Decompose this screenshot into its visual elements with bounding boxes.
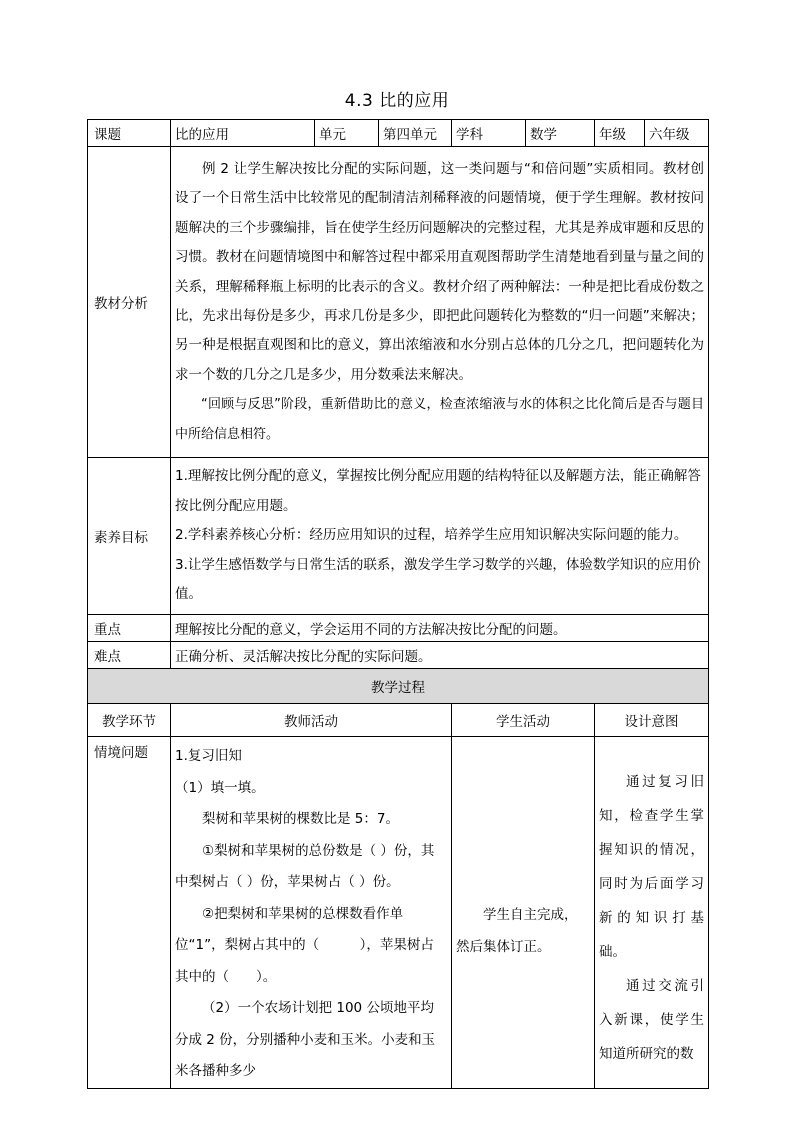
- analysis-text: 例 2 让学生解决按比分配的实际问题，这一类问题与“和倍问题”实质相同。教材创设了一个日常生活中比较常见的配制清洁剂稀释液的问题情境，便于学生理解。教材按问题解决的三个步骤编排，旨在使学生经历问题解决的完整过程，尤其是养成审题和反思的习惯。教材在问题情境图中和解答过程中都采用直观图帮助学生清楚地看到量与量之间的关系，理解稀释瓶上标明的比表示的含义。教材介绍了两种解法：一种是把比看成份数之比，先求出每份是多少，再求几份是多少，即把此问题转化为整数的“归一问题”来解决；另一种是根据直观图和比的意义，算出浓缩液和水分别占总体的几分之几，把问题转化为求一个数的几分之几是多少，用分数乘法来解决。: [175, 160, 704, 383]
- process-row-situation: [88, 737, 709, 1089]
- unit-label: 单元: [315, 120, 379, 147]
- goals-cell: [171, 458, 709, 615]
- topic-value: 比的应用: [171, 120, 315, 147]
- teacher-line-5: ②把梨树和苹果树的总棵数看作单位“1”，梨树占其中的（ ），苹果树占其中的（ ）。: [175, 905, 434, 985]
- col-teacher-header: 教师活动: [171, 704, 452, 737]
- intent-text-1: 通过复习旧知，检查学生掌握知识的情况，同时为后面学习新的知识打基础。: [599, 774, 704, 960]
- goals-row: [88, 458, 709, 615]
- difficulty-row: [88, 642, 709, 669]
- teacher-activity-cell: [171, 737, 452, 1089]
- teacher-line-2: （1）填一填。: [175, 779, 265, 796]
- unit-value: 第四单元: [379, 120, 452, 147]
- key-point-text: 理解按比分配的意义，学会运用不同的方法解决按比分配的问题。: [171, 615, 709, 642]
- teacher-line-3: 梨树和苹果树的棵数比是 5：7。: [202, 811, 399, 827]
- process-header-row: [88, 704, 709, 737]
- analysis-cell: [171, 147, 709, 458]
- goals-label: 素养目标: [88, 458, 171, 615]
- subject-value: 数学: [526, 120, 595, 147]
- topic-label: 课题: [88, 120, 171, 147]
- col-student-header: 学生活动: [452, 704, 595, 737]
- student-activity-cell: 学生自主完成，然后集体订正。: [452, 737, 595, 1089]
- col-intent-header: 设计意图: [595, 704, 709, 737]
- analysis-review-text: “回顾与反思”阶段，重新借助比的意义，检查浓缩液与水的体积之比化简后是否与题目中所给信息相符。: [175, 397, 704, 442]
- page-title: 4.3 比的应用: [344, 91, 450, 111]
- process-banner: 教学过程: [88, 669, 709, 704]
- difficulty-text: 正确分析、灵活解决按比分配的实际问题。: [171, 642, 709, 669]
- design-intent-cell: [595, 737, 709, 1089]
- header-row: [88, 120, 709, 147]
- col-stage-header: 教学环节: [88, 704, 171, 737]
- intent-text-2: 通过交流引入新课，使学生知道所研究的数: [599, 978, 704, 1062]
- lesson-plan-table: [87, 119, 709, 1089]
- key-point-row: [88, 615, 709, 642]
- teacher-line-4: ①梨树和苹果树的总份数是（ ）份，其中梨树占（ ）份，苹果树占（ ）份。: [175, 842, 435, 890]
- process-banner-row: [88, 669, 709, 704]
- analysis-label: 教材分析: [88, 147, 171, 458]
- stage-cell: 情境问题: [88, 737, 171, 1089]
- grade-label: 年级: [595, 120, 645, 147]
- goal-item-2: 2.学科素养核心分析：经历应用知识的过程，培养学生应用知识解决实际问题的能力。: [175, 527, 688, 544]
- grade-value: 六年级: [645, 120, 709, 147]
- goal-item-1: 1.理解按比例分配的意义，掌握按比例分配应用题的结构特征以及解题方法，能正确解答按比例分配应用题。: [175, 468, 701, 514]
- analysis-row: [88, 147, 709, 458]
- subject-label: 学科: [452, 120, 526, 147]
- teacher-line-6: （2）一个农场计划把 100 公顷地平均分成 2 份，分别播种小麦和玉米。小麦和玉米各播种多少: [175, 1000, 436, 1079]
- goal-item-3: 3.让学生感悟数学与日常生活的联系，激发学生学习数学的兴趣，体验数学知识的应用价值。: [175, 556, 701, 603]
- key-point-label: 重点: [88, 615, 171, 642]
- difficulty-label: 难点: [88, 642, 171, 669]
- teacher-line-1: 1.复习旧知: [175, 748, 242, 764]
